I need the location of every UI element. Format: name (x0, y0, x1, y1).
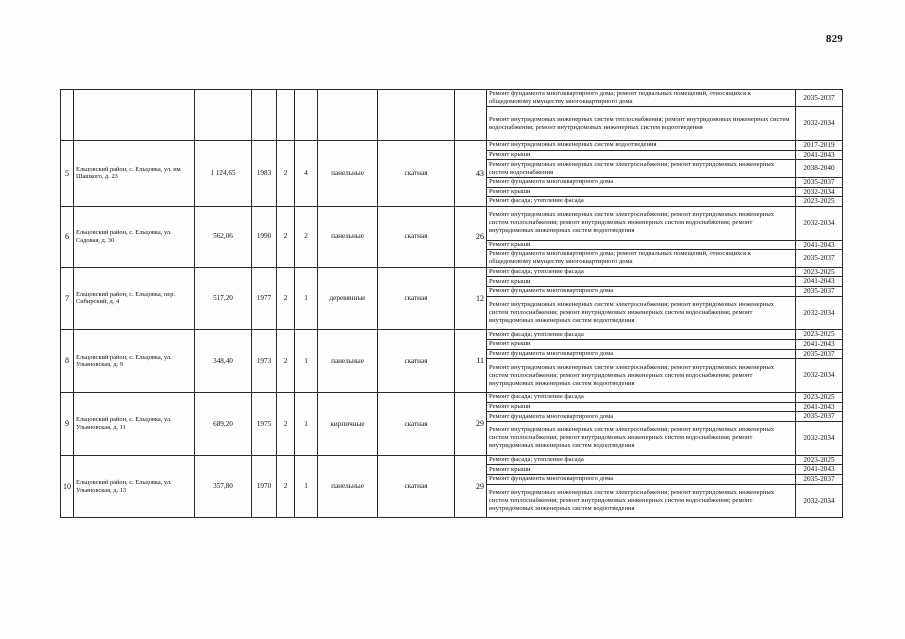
floors-cell (277, 90, 295, 141)
work-period: 2041-2043 (796, 240, 843, 250)
work-period: 2023-2025 (796, 393, 843, 403)
work-description: Ремонт крыши (487, 240, 796, 250)
wall-material-cell: панельные (318, 206, 378, 267)
work-description: Ремонт крыши (487, 465, 796, 475)
area-cell: 348,40 (195, 330, 252, 393)
work-period: 2035-2037 (796, 412, 843, 422)
row-number: 7 (61, 267, 74, 330)
table-row (61, 455, 843, 465)
work-description: Ремонт внутридомовых инженерных систем электроснабжения; ремонт внутридомовых инженерных систем теплоснабжения; ремонт внутридомовых инженерных систем водоснабжения; ремонт внутридомовых инженерных систем водоотведения (487, 206, 796, 240)
address-cell: Ельцовский район, с. Ельцовка, ул. Садовая, д. 30 (74, 206, 195, 267)
apartments-cell: 43 (455, 141, 487, 207)
work-period: 2032-2034 (796, 421, 843, 455)
work-period: 2041-2043 (796, 339, 843, 349)
work-period: 2038-2040 (796, 160, 843, 177)
roof-type-cell (378, 90, 455, 141)
year-cell: 1973 (252, 330, 277, 393)
roof-type-cell: скатная (378, 330, 455, 393)
floors-cell: 2 (277, 330, 295, 393)
work-period: 2035-2037 (796, 250, 843, 267)
work-period: 2023-2025 (796, 267, 843, 277)
table-row (61, 206, 843, 240)
repair-schedule-table (60, 89, 843, 518)
wall-material-cell: деревянные (318, 267, 378, 330)
work-period: 2032-2034 (796, 187, 843, 197)
row-number: 9 (61, 393, 74, 456)
work-description: Ремонт внутридомовых инженерных систем электроснабжения; ремонт внутридомовых инженерных систем водоснабжения (487, 160, 796, 177)
work-description: Ремонт фасада; утепление фасада (487, 330, 796, 340)
entrances-cell: 1 (295, 330, 318, 393)
work-description: Ремонт внутридомовых инженерных систем электроснабжения; ремонт внутридомовых инженерных систем теплоснабжения; ремонт внутридомовых инженерных систем водоснабжения; ремонт внутридомовых инженерных систем водоотведения (487, 421, 796, 455)
table-row (61, 267, 843, 277)
work-period: 2041-2043 (796, 277, 843, 287)
floors-cell: 2 (277, 141, 295, 207)
wall-material-cell: панельные (318, 141, 378, 207)
work-period: 2035-2037 (796, 349, 843, 359)
work-period: 2017-2019 (796, 141, 843, 151)
floors-cell: 2 (277, 393, 295, 456)
work-period: 2023-2025 (796, 197, 843, 207)
work-period: 2032-2034 (796, 107, 843, 141)
work-description: Ремонт фасада; утепление фасада (487, 267, 796, 277)
entrances-cell: 1 (295, 393, 318, 456)
work-period: 2035-2037 (796, 475, 843, 485)
entrances-cell: 1 (295, 267, 318, 330)
work-description: Ремонт фундамента многоквартирного дома; ремонт подвальных помещений, относящихся к общедомовому имуществу многоквартирного дома (487, 250, 796, 267)
year-cell: 1975 (252, 393, 277, 456)
area-cell: 517,20 (195, 267, 252, 330)
work-period: 2035-2037 (796, 90, 843, 107)
work-description: Ремонт фундамента многоквартирного дома (487, 286, 796, 296)
entrances-cell: 1 (295, 455, 318, 518)
year-cell: 1983 (252, 141, 277, 207)
roof-type-cell: скатная (378, 206, 455, 267)
roof-type-cell: скатная (378, 393, 455, 456)
work-description: Ремонт крыши (487, 277, 796, 287)
work-description: Ремонт внутридомовых инженерных систем электроснабжения; ремонт внутридомовых инженерных систем теплоснабжения; ремонт внутридомовых инженерных систем водоснабжения; ремонт внутридомовых инженерных систем водоотведения (487, 484, 796, 518)
work-description: Ремонт внутридомовых инженерных систем теплоснабжения; ремонт внутридомовых инженерных систем водоснабжения; ремонт внутридомовых инженерных систем водоотведения (487, 107, 796, 141)
work-description: Ремонт внутридомовых инженерных систем электроснабжения; ремонт внутридомовых инженерных систем теплоснабжения; ремонт внутридомовых инженерных систем водоснабжения; ремонт внутридомовых инженерных систем водоотведения (487, 296, 796, 330)
floors-cell: 2 (277, 455, 295, 518)
address-cell: Ельцовский район, с. Ельцовка, ул. Ульяновская, д. 11 (74, 393, 195, 456)
work-description: Ремонт фундамента многоквартирного дома (487, 349, 796, 359)
apartments-cell: 11 (455, 330, 487, 393)
wall-material-cell: панельные (318, 455, 378, 518)
area-cell: 562,06 (195, 206, 252, 267)
work-period: 2041-2043 (796, 402, 843, 412)
work-period: 2041-2043 (796, 150, 843, 160)
work-period: 2023-2025 (796, 455, 843, 465)
row-number: 10 (61, 455, 74, 518)
area-cell: 357,80 (195, 455, 252, 518)
work-description: Ремонт фундамента многоквартирного дома (487, 475, 796, 485)
work-description: Ремонт фундамента многоквартирного дома (487, 177, 796, 187)
apartments-cell (455, 90, 487, 141)
address-cell: Ельцовский район, с. Ельцовка, ул. Ульяновская, д. 9 (74, 330, 195, 393)
work-description: Ремонт крыши (487, 150, 796, 160)
work-description: Ремонт крыши (487, 402, 796, 412)
table-row (61, 330, 843, 340)
work-period: 2032-2034 (796, 359, 843, 393)
row-number: 6 (61, 206, 74, 267)
page-number: 829 (825, 33, 843, 45)
work-description: Ремонт крыши (487, 187, 796, 197)
table-row (61, 393, 843, 403)
work-description: Ремонт внутридомовых инженерных систем электроснабжения; ремонт внутридомовых инженерных систем теплоснабжения; ремонт внутридомовых инженерных систем водоснабжения; ремонт внутридомовых инженерных систем водоотведения (487, 359, 796, 393)
area-cell (195, 90, 252, 141)
work-description: Ремонт крыши (487, 339, 796, 349)
wall-material-cell: панельные (318, 330, 378, 393)
entrances-cell (295, 90, 318, 141)
work-description: Ремонт фасада; утепление фасада (487, 197, 796, 207)
work-period: 2032-2034 (796, 484, 843, 518)
floors-cell: 2 (277, 206, 295, 267)
work-period: 2041-2043 (796, 465, 843, 475)
area-cell: 1 124,65 (195, 141, 252, 207)
table-row (61, 141, 843, 151)
apartments-cell: 26 (455, 206, 487, 267)
row-number (61, 90, 74, 141)
work-description: Ремонт фасада; утепление фасада (487, 393, 796, 403)
work-description: Ремонт фасада; утепление фасада (487, 455, 796, 465)
work-period: 2035-2037 (796, 177, 843, 187)
work-description: Ремонт фундамента многоквартирного дома; ремонт подвальных помещений, относящихся к общедомовому имуществу многоквартирного дома (487, 90, 796, 107)
work-description: Ремонт внутридомовых инженерных систем водоотведения (487, 141, 796, 151)
address-cell: Ельцовский район, с. Ельцовка, ул. им Шашкого, д. 23 (74, 141, 195, 207)
entrances-cell: 2 (295, 206, 318, 267)
work-period: 2032-2034 (796, 296, 843, 330)
year-cell: 1977 (252, 267, 277, 330)
work-description: Ремонт фундамента многоквартирного дома (487, 412, 796, 422)
wall-material-cell: кирпичные (318, 393, 378, 456)
roof-type-cell: скатная (378, 455, 455, 518)
roof-type-cell: скатная (378, 141, 455, 207)
row-number: 8 (61, 330, 74, 393)
work-period: 2032-2034 (796, 206, 843, 240)
work-period: 2023-2025 (796, 330, 843, 340)
work-period: 2035-2037 (796, 286, 843, 296)
wall-material-cell (318, 90, 378, 141)
year-cell: 1970 (252, 455, 277, 518)
row-number: 5 (61, 141, 74, 207)
apartments-cell: 29 (455, 393, 487, 456)
address-cell: Ельцовский район, с. Ельцовка, пер. Сибирский, д. 4 (74, 267, 195, 330)
year-cell: 1990 (252, 206, 277, 267)
table-row (61, 90, 843, 107)
apartments-cell: 29 (455, 455, 487, 518)
entrances-cell: 4 (295, 141, 318, 207)
roof-type-cell: скатная (378, 267, 455, 330)
address-cell (74, 90, 195, 141)
year-cell (252, 90, 277, 141)
apartments-cell: 12 (455, 267, 487, 330)
area-cell: 689,20 (195, 393, 252, 456)
address-cell: Ельцовский район, с. Ельцовка, ул. Ульяновская, д. 13 (74, 455, 195, 518)
table-body (61, 90, 843, 518)
floors-cell: 2 (277, 267, 295, 330)
